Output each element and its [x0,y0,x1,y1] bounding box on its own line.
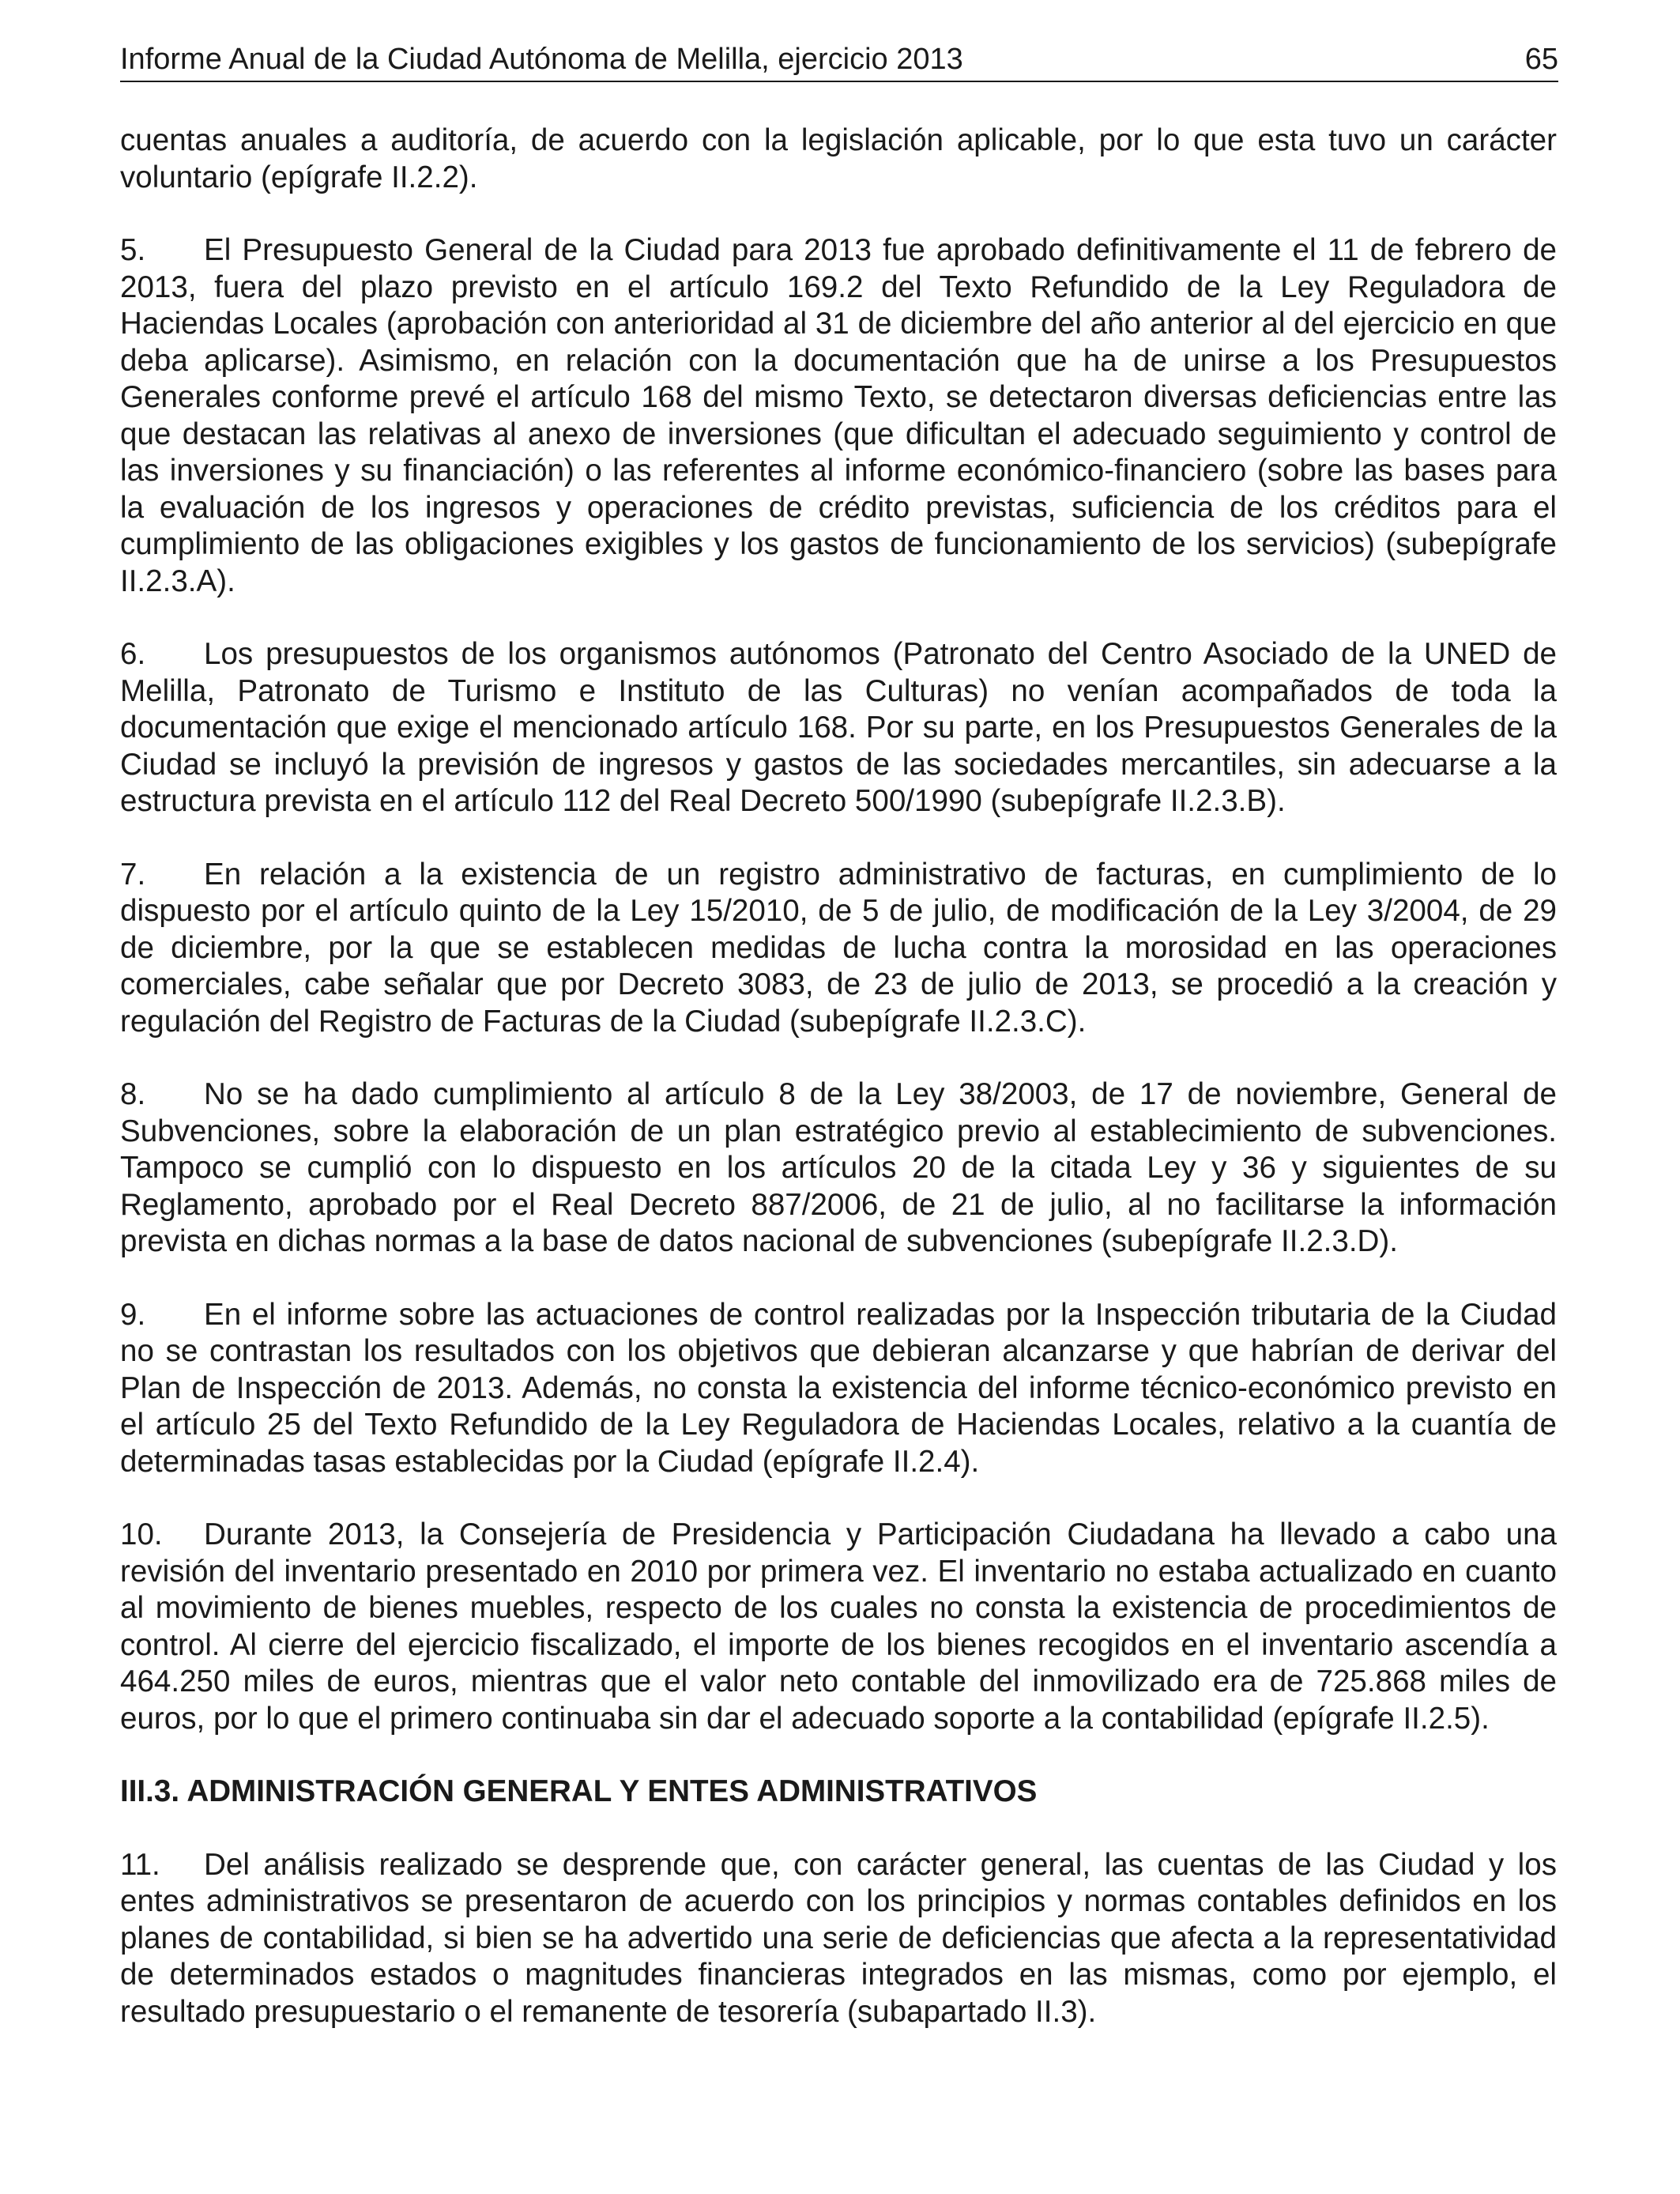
page-number: 65 [1524,43,1558,76]
paragraph-continuation [120,123,1557,196]
paragraph-text: En el informe sobre las actuaciones de control realizadas por la Inspección tributaria de la Ciudad no se contrastan los resultados con los objetivos que debieran alcanzarse y que habrían de derivar del Plan de Inspección de 2013. Además, no consta la existencia del informe técnico-económico previsto en el artículo 25 del Texto Refundido de la Ley Reguladora de Haciendas Locales, relativo a la cuantía de determinadas tasas establecidas por la Ciudad (epígrafe II.2.4). [120,1297,1557,1479]
paragraph-text: Del análisis realizado se desprende que, con carácter general, las cuentas de las Ciudad y los entes administrativos se presentaron de acuerdo con los principios y normas contables definidos en los planes de contabilidad, si bien se ha advertido una serie de deficiencias que afecta a la representatividad de determinados estados o magnitudes financieras integrados en las mismas, como por ejemplo, el resultado presupuestario o el remanente de tesorería (subapartado II.3). [120,1847,1557,2029]
section-heading: III.3. ADMINISTRACIÓN GENERAL Y ENTES ADMINISTRATIVOS [120,1774,1038,1808]
paragraph-7 [120,857,1557,1041]
report-title: Informe Anual de la Ciudad Autónoma de Melilla, ejercicio 2013 [120,43,963,76]
paragraph-text: No se ha dado cumplimiento al artículo 8 de la Ley 38/2003, de 17 de noviembre, General de Subvenciones, sobre la elaboración de un plan estratégico previo al establecimiento de subvenciones. Tampoco se cumplió con lo dispuesto en los artículos 20 de la citada Ley y 36 y siguientes de su Reglamento, aprobado por el Real Decreto 887/2006, de 21 de julio, al no facilitarse la información prevista en dichas normas a la base de datos nacional de subvenciones (subepígrafe II.2.3.D). [120,1077,1557,1258]
paragraph-number: 11. [120,1847,160,1882]
paragraph-text: En relación a la existencia de un registro administrativo de facturas, en cumplimiento de lo dispuesto por el artículo quinto de la Ley 15/2010, de 5 de julio, de modificación de la Ley 3/2004, de 29 de diciembre, por la que se establecen medidas de lucha contra la morosidad en las operaciones comerciales, cabe señalar que por Decreto 3083, de 23 de julio de 2013, se procedió a la creación y regulación del Registro de Facturas de la Ciudad (subepígrafe II.2.3.C). [120,857,1557,1039]
paragraph-8 [120,1076,1557,1261]
paragraph-6 [120,636,1557,820]
paragraph-text: Los presupuestos de los organismos autónomos (Patronato del Centro Asociado de la UNED de Melilla, Patronato de Turismo e Instituto de las Culturas) no venían acompañados de toda la documentación que exige el mencionado artículo 168. Por su parte, en los Presupuestos Generales de la Ciudad se incluyó la previsión de ingresos y gastos de las sociedades mercantiles, sin adecuarse a la estructura prevista en el artículo 112 del Real Decreto 500/1990 (subepígrafe II.2.3.B). [120,637,1557,818]
paragraph-number: 6. [120,637,146,671]
document-body [120,123,1557,2067]
paragraph-number: 5. [120,233,146,267]
paragraph-text: cuentas anuales a auditoría, de acuerdo con la legislación aplicable, por lo que esta tuvo un carácter voluntario (epígrafe II.2.2). [120,123,1557,194]
paragraph-text: El Presupuesto General de la Ciudad para 2013 fue aprobado definitivamente el 11 de febrero de 2013, fuera del plazo previsto en el artículo 169.2 del Texto Refundido de la Ley Reguladora de Haciendas Locales (aprobación con anterioridad al 31 de diciembre del año anterior al del ejercicio en que deba aplicarse). Asimismo, en relación con la documentación que ha de unirse a los Presupuestos Generales conforme prevé el artículo 168 del mismo Texto, se detectaron diversas deficiencias entre las que destacan las relativas al anexo de inversiones (que dificultan el adecuado seguimiento y control de las inversiones y su financiación) o las referentes al informe económico-financiero (sobre las bases para la evaluación de los ingresos y operaciones de crédito previstas, suficiencia de los créditos para el cumplimiento de las obligaciones exigibles y los gastos de funcionamiento de los servicios) (subepígrafe II.2.3.A). [120,233,1557,598]
paragraph-number: 8. [120,1077,146,1111]
paragraph-number: 9. [120,1297,146,1332]
paragraph-text: Durante 2013, la Consejería de Presidencia y Participación Ciudadana ha llevado a cabo una revisión del inventario presentado en 2010 por primera vez. El inventario no estaba actualizado en cuanto al movimiento de bienes muebles, respecto de los cuales no consta la existencia de procedimientos de control. Al cierre del ejercicio fiscalizado, el importe de los bienes recogidos en el inventario ascendía a 464.250 miles de euros, mientras que el valor neto contable del inmovilizado era de 725.868 miles de euros, por lo que el primero continuaba sin dar el adecuado soporte a la contabilidad (epígrafe II.2.5). [120,1517,1557,1736]
page-header [120,40,1558,82]
paragraph-5 [120,232,1557,600]
paragraph-10 [120,1517,1557,1737]
paragraph-number: 10. [120,1517,163,1551]
paragraph-11 [120,1847,1557,2031]
paragraph-number: 7. [120,857,146,892]
paragraph-9 [120,1297,1557,1481]
